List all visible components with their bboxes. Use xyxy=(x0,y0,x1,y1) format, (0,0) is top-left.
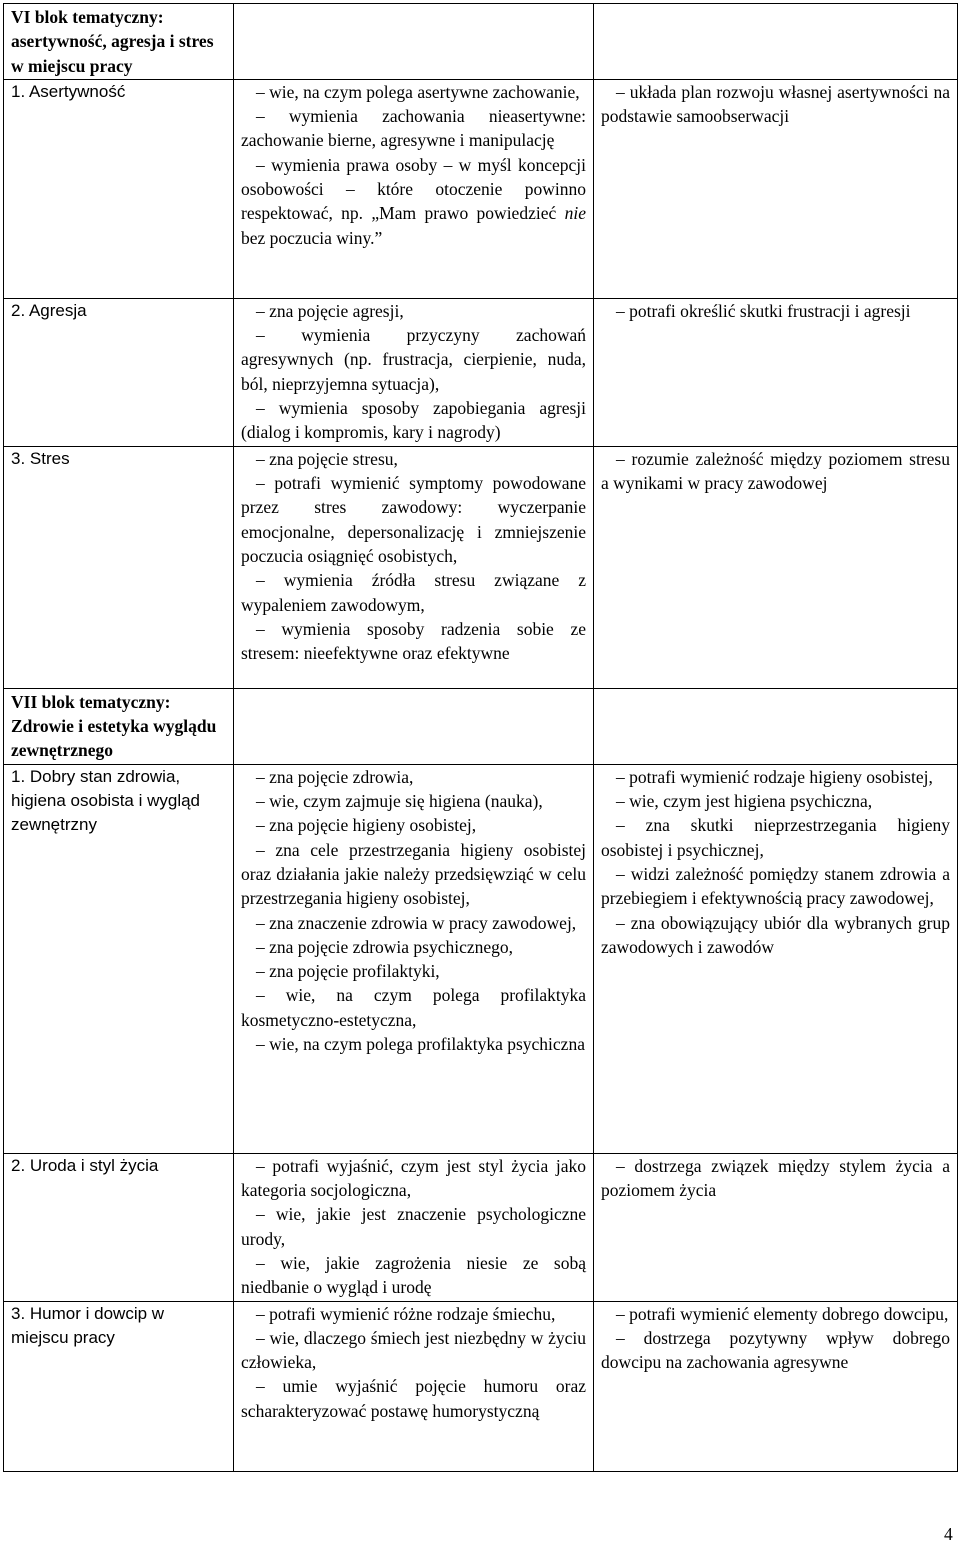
topic-cell: 2. Uroda i styl życia xyxy=(4,1153,234,1301)
block-heading: VI blok tematyczny: asertywność, agresja i stres w miejscu pracy xyxy=(4,4,234,80)
list-item: – wie, na czym polega asertywne zachowanie, xyxy=(256,81,580,102)
list-item: – zna pojęcie profilaktyki, xyxy=(256,961,440,982)
content-cell xyxy=(234,298,594,446)
list-item-text: bez poczucia winy.” xyxy=(241,227,383,248)
list-item: – wymienia sposoby zapobiegania agresji (dialog i kompromis, kary i nagrody) xyxy=(241,398,586,443)
empty-cell xyxy=(594,4,958,80)
table-row xyxy=(4,1153,958,1301)
list-item: – umie wyjaśnić pojęcie humoru oraz scharakteryzować postawę humorystyczną xyxy=(241,1376,586,1421)
list-item: – potrafi wymienić elementy dobrego dowcipu, xyxy=(616,1303,949,1324)
table-row xyxy=(4,764,958,1153)
list-item: – rozumie zależność między poziomem stresu a wynikami w pracy zawodowej xyxy=(601,448,950,494)
list-item xyxy=(241,153,586,250)
empty-cell xyxy=(234,688,594,764)
table-row xyxy=(4,688,958,764)
outcome-cell xyxy=(594,1153,958,1301)
emphasis-text: nie xyxy=(564,203,586,224)
outcome-cell xyxy=(594,79,958,298)
list-item: – dostrzega związek między stylem życia a poziomem życia xyxy=(601,1155,950,1201)
content-cell xyxy=(234,764,594,1153)
outcome-cell xyxy=(594,298,958,446)
list-item: – wymienia przyczyny zachowań agresywnych (np. frustracja, cierpienie, nuda, ból, nieprzyjemna sytuacja), xyxy=(241,325,586,394)
list-item: – zna pojęcie higieny osobistej, xyxy=(256,815,477,836)
list-item: – wymienia źródła stresu związane z wypaleniem zawodowym, xyxy=(241,570,586,615)
content-cell xyxy=(234,1301,594,1471)
list-item: – zna cele przestrzegania higieny osobistej oraz działania jakie należy przedsięwziąć w celu przestrzegania higieny osobistej, xyxy=(241,839,586,909)
list-item: – potrafi wyjaśnić, czym jest styl życia jako kategoria socjologiczna, xyxy=(241,1155,586,1201)
list-item: – potrafi wymienić różne rodzaje śmiechu, xyxy=(256,1303,556,1324)
list-item: – zna pojęcie zdrowia psychicznego, xyxy=(256,936,514,957)
block-heading: VII blok tematyczny: Zdrowie i estetyka wyglądu zewnętrznego xyxy=(4,688,234,764)
list-item: – zna pojęcie zdrowia, xyxy=(256,766,414,787)
topic-cell: 2. Agresja xyxy=(4,298,234,446)
list-item: – zna skutki nieprzestrzegania higieny osobistej i psychicznej, xyxy=(601,815,950,860)
list-item: – wie, na czym polega profilaktyka psychiczna xyxy=(256,1034,585,1055)
outcome-cell xyxy=(594,446,958,688)
content-cell xyxy=(234,446,594,688)
list-item: – wie, jakie zagrożenia niesie ze sobą niedbanie o wygląd i urodę xyxy=(241,1252,586,1298)
topic-cell: 1. Dobry stan zdrowia, higiena osobista i wygląd zewnętrzny xyxy=(4,764,234,1153)
list-item: – widzi zależność pomiędzy stanem zdrowia a przebiegiem i efektywnością pracy zawodowej, xyxy=(601,863,950,909)
table-row xyxy=(4,298,958,446)
list-item: – zna znaczenie zdrowia w pracy zawodowej, xyxy=(256,912,577,933)
empty-cell xyxy=(234,4,594,80)
content-cell xyxy=(234,79,594,298)
topic-cell: 1. Asertywność xyxy=(4,79,234,298)
outcome-cell xyxy=(594,764,958,1153)
list-item: – wymienia zachowania nieasertywne: zachowanie bierne, agresywne i manipulację xyxy=(241,106,586,151)
list-item: – zna pojęcie stresu, xyxy=(256,448,398,469)
list-item: – wie, jakie jest znaczenie psychologiczne urody, xyxy=(241,1204,586,1249)
topic-cell: 3. Humor i dowcip w miejscu pracy xyxy=(4,1301,234,1471)
list-item: – dostrzega pozytywny wpływ dobrego dowcipu na zachowania agresywne xyxy=(601,1327,950,1373)
list-item: – zna pojęcie agresji, xyxy=(256,300,404,321)
list-item-text: – wymienia prawa osoby – w myśl koncepcji osobowości – które otoczenie powinno respektować, np. „Mam prawo powiedzieć xyxy=(241,154,586,224)
table-row xyxy=(4,79,958,298)
list-item: – potrafi wymienić rodzaje higieny osobistej, xyxy=(616,766,933,787)
list-item: – wymienia sposoby radzenia sobie ze stresem: nieefektywne oraz efektywne xyxy=(241,618,586,664)
content-cell xyxy=(234,1153,594,1301)
list-item: – potrafi określić skutki frustracji i agresji xyxy=(616,300,911,321)
list-item: – wie, czym zajmuje się higiena (nauka), xyxy=(256,791,543,812)
page-number: 4 xyxy=(944,1524,953,1544)
list-item: – wie, czym jest higiena psychiczna, xyxy=(616,791,873,812)
list-item: – zna obowiązujący ubiór dla wybranych grup zawodowych i zawodów xyxy=(601,912,950,957)
topic-cell: 3. Stres xyxy=(4,446,234,688)
empty-cell xyxy=(594,688,958,764)
table-row xyxy=(4,1301,958,1471)
curriculum-table xyxy=(3,3,958,1472)
table-row xyxy=(4,446,958,688)
list-item: – wie, na czym polega profilaktyka kosmetyczno-estetyczna, xyxy=(241,985,586,1030)
list-item: – wie, dlaczego śmiech jest niezbędny w życiu człowieka, xyxy=(241,1327,586,1373)
outcome-cell xyxy=(594,1301,958,1471)
list-item: – układa plan rozwoju własnej asertywności na podstawie samoobserwacji xyxy=(601,81,950,127)
list-item: – potrafi wymienić symptomy powodowane przez stres zawodowy: wyczerpanie emocjonalne, depersonalizację i zmniejszenie poczucia osiągnięć osobistych, xyxy=(241,473,586,567)
table-row xyxy=(4,4,958,80)
